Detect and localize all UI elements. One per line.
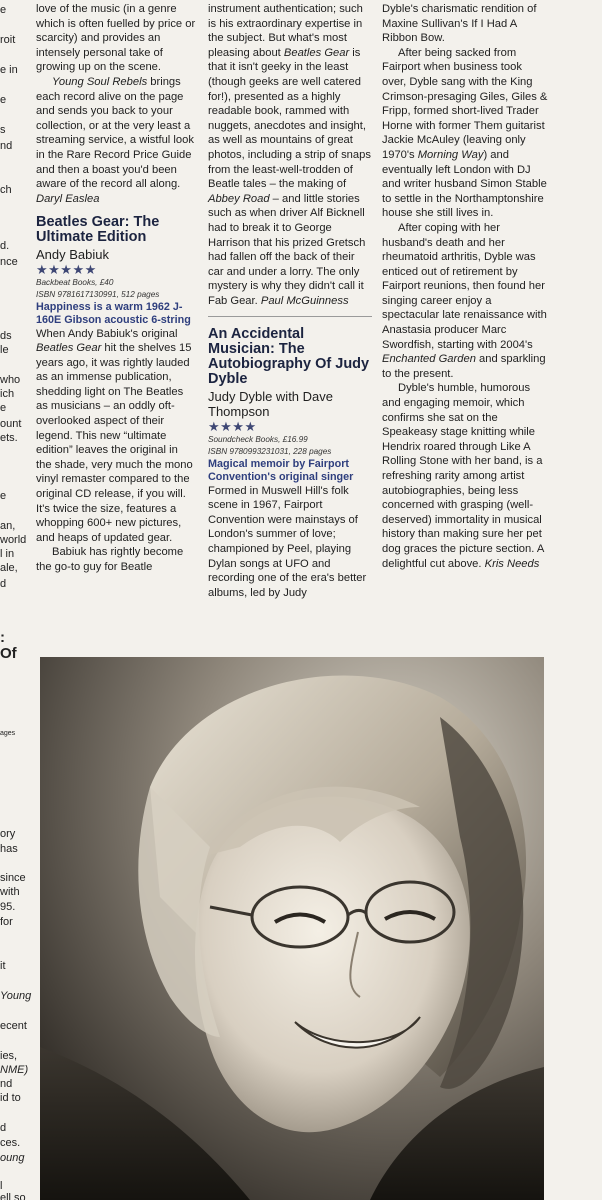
gutter-fragment: Young — [0, 990, 32, 1002]
gutter-fragment: ory — [0, 828, 16, 840]
body-text: brings each record alive on the page and sends you back to your collection, or at the very least a streaming service, a wistful look in the Rare Record Price Guide and then a boast you'd been aware of the record all along. — [36, 75, 194, 191]
gutter-fragment: ch — [0, 184, 12, 196]
gutter-fragment: e — [0, 4, 7, 16]
gutter-fragment: e — [0, 94, 7, 106]
gutter-fragment: Of — [0, 645, 17, 662]
gutter-fragment: e in — [0, 64, 18, 76]
body-paragraph — [36, 327, 196, 546]
gutter-fragment: ies, — [0, 1050, 18, 1062]
body-text: is that it isn't geeky in the least (though geeks are well catered for!), presented as a highly readable book, rammed with nuggets, anecdotes and insight, as well as mountains of great photos, including a strip of snaps from the least-well-trodden of Beatle tales – the making of — [208, 46, 371, 191]
review-title: Beatles Gear: The Ultimate Edition — [36, 214, 160, 246]
gutter-fragment: oung — [0, 1152, 25, 1164]
body-text: hit the shelves 15 years ago, it was rightly lauded as an immense publication, shedding light on The Beatles as musicians – an oddly oft-overlooked aspect of their legend. This new “ultimate edition” leaves the original in the shade, very much the mono vinyl remaster compared to the original CD release, if you will. It's twice the size, features a whopping 600+ new pictures, and heaps of updated gear. — [36, 342, 193, 544]
review-title: An Accidental Musician: The Autobiography Of Judy Dyble — [208, 326, 370, 388]
body-text: When Andy Babiuk's original — [36, 327, 178, 340]
body-paragraph: love of the music (in a genre which is often fuelled by price or scarcity) and provides an intensely personal take of growing up on the scene. — [36, 3, 196, 74]
gutter-fragment: ages — [0, 730, 16, 737]
star-rating: ★★★★★ — [36, 262, 97, 278]
gutter-fragment: s — [0, 124, 6, 136]
gutter-fragment: world — [0, 534, 27, 546]
column-3 — [382, 2, 548, 571]
gutter-fragment: since — [0, 872, 26, 884]
body-paragraph — [382, 221, 548, 382]
left-gutter-fragments — [0, 0, 32, 1200]
gutter-fragment: ount — [0, 418, 22, 430]
portrait-illustration — [40, 657, 544, 1200]
gutter-fragment: ich — [0, 388, 15, 400]
publisher-info: Backbeat Books, £40 — [36, 278, 114, 288]
body-text: – and little stories such as when driver Alf Bicknell had to break it to George Harrison that his prized Gretsch had fallen off the back of their car and under a lorry. The only mystery is why they didn't call it Fab Gear. — [208, 192, 366, 307]
gutter-fragment: d — [0, 1122, 7, 1134]
isbn-info: ISBN 9780993231031, 228 pages — [208, 447, 332, 457]
book-title: Young Soul Rebels — [52, 75, 148, 88]
book-title: Beatles Gear — [283, 46, 350, 59]
body-text: ) and eventually left London with DJ and writer husband Simon Stable to settle in the Northamptonshire house she still lives in. — [382, 148, 547, 220]
gutter-fragment: it — [0, 960, 6, 972]
gutter-fragment: 95. — [0, 901, 16, 913]
gutter-fragment: has — [0, 843, 18, 855]
album-title: Enchanted Garden — [382, 353, 476, 366]
byline: Paul McGuinness — [260, 294, 349, 307]
review-author: Andy Babiuk — [36, 247, 109, 263]
body-paragraph: Dyble's charismatic rendition of Maxine Sullivan's If I Had A Ribbon Bow. — [382, 3, 537, 45]
body-text: After being sacked from Fairport when business took over, Dyble sang with the King Crimson-presaging Giles, Giles & Fripp, formed short-lived Trader Horne with former Them guitarist Jackie McAuley (leaving only 1970's — [382, 46, 548, 161]
gutter-fragment: who — [0, 374, 21, 386]
column-1 — [36, 2, 196, 575]
byline: Daryl Easlea — [36, 192, 100, 205]
body-text: After coping with her husband's death and her rheumatoid arthritis, Dyble was enticed out of retirement by Fairport reunions, then found her singing career enjoy a spectacular late renaissance with Anastasia producer Marc Swordfish, starting with 2004's — [382, 221, 547, 351]
gutter-fragment: nd — [0, 140, 13, 152]
gutter-fragment: with — [0, 886, 20, 898]
album-title: Morning Way — [417, 148, 484, 161]
body-paragraph: Babiuk has rightly become the go-to guy for Beatle — [36, 546, 184, 573]
gutter-fragment: for — [0, 916, 13, 928]
gutter-fragment: NME) — [0, 1064, 29, 1076]
review-author: Judy Dyble with Dave Thompson — [208, 389, 333, 420]
gutter-fragment: l in — [0, 548, 15, 560]
gutter-fragment: nce — [0, 256, 18, 268]
gutter-fragment: ces. — [0, 1137, 21, 1149]
gutter-fragment: ale, — [0, 562, 18, 574]
body-paragraph: Formed in Muswell Hill's folk scene in 1967, Fairport Convention were mainstays of London's summer of love; championed by Peel, playing Dylan songs at UFO and recording one of the era's better albums, led by Judy — [208, 484, 367, 599]
gutter-fragment: e — [0, 402, 7, 414]
gutter-fragment: l — [0, 1180, 3, 1192]
gutter-fragment: ds — [0, 330, 12, 342]
body-paragraph — [382, 381, 548, 571]
portrait-photo — [40, 657, 544, 1200]
column-2 — [208, 2, 372, 600]
gutter-fragment: ecent — [0, 1020, 27, 1032]
book-title: Beatles Gear — [36, 342, 102, 355]
isbn-info: ISBN 9781617130991, 512 pages — [36, 290, 160, 300]
body-text: instrument authentication; such is his extraordinary expertise in the subject. But what's most pleasing about — [208, 3, 363, 59]
gutter-fragment: d. — [0, 240, 10, 252]
review-headline: Magical memoir by Fairport Convention's original singer — [208, 458, 354, 484]
star-rating: ★★★★ — [208, 419, 257, 435]
byline: Kris Needs — [484, 557, 540, 570]
publisher-info: Soundcheck Books, £16.99 — [208, 435, 308, 445]
gutter-fragment: ets. — [0, 432, 18, 444]
album-title: Abbey Road — [208, 192, 270, 205]
gutter-fragment: id to — [0, 1092, 21, 1104]
gutter-fragment: an, — [0, 520, 16, 532]
gutter-fragment: ell so — [0, 1192, 26, 1200]
gutter-fragment: roit — [0, 34, 16, 46]
body-paragraph — [382, 46, 548, 221]
gutter-fragment: e — [0, 490, 7, 502]
review-headline: Happiness is a warm 1962 J-160E Gibson acoustic 6-string — [36, 301, 191, 326]
body-paragraph — [208, 2, 372, 308]
gutter-fragment: nd — [0, 1078, 13, 1090]
gutter-fragment: le — [0, 344, 9, 356]
body-text: Dyble's humble, humorous and engaging memoir, which confirms she sat on the Speakeasy stage knitting while Hendrix roared through Like A Rolling Stone with her band, is a refreshing rarity among artist autobiographies, being less concerned with grasping (well-deserved) immortality in musical history than making sure her pet dog graces the picture section. A delightful cut above. — [382, 382, 544, 570]
gutter-fragment: d — [0, 578, 7, 590]
body-paragraph — [36, 75, 196, 206]
section-divider — [208, 316, 372, 317]
gutter-fragment: : — [0, 629, 5, 646]
body-text: and sparkling to the present. — [382, 353, 546, 380]
